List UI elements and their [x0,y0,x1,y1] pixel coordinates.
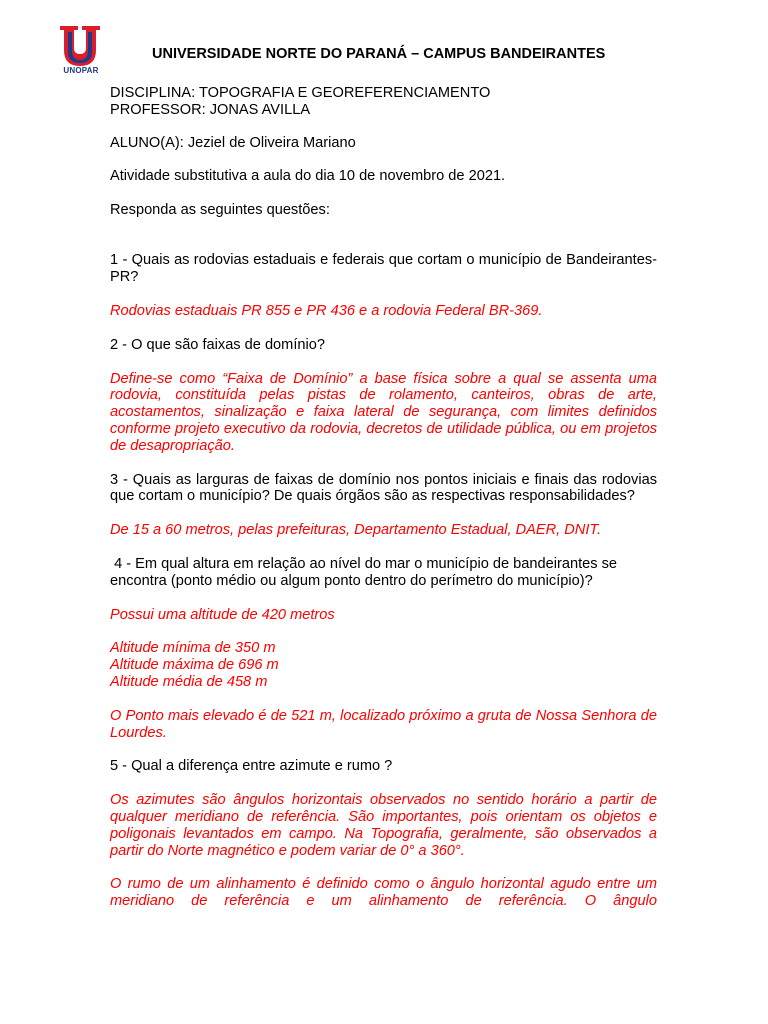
question-3: 3 - Quais as larguras de faixas de domínio nos pontos iniciais e finais das rodovias que cortam o município? De quais órgãos são as respectivas responsabilidades? [110,471,657,505]
answer-4-max: Altitude máxima de 696 m [110,657,279,674]
instruction-line: Responda as seguintes questões: [110,201,330,218]
answer-3: De 15 a 60 metros, pelas prefeituras, Departamento Estadual, DAER, DNIT. [110,522,602,539]
answer-4-altitude: Possui uma altitude de 420 metros [110,606,335,623]
discipline-line: DISCIPLINA: TOPOGRAFIA E GEOREFERENCIAMENTO [110,85,491,101]
answer-1: Rodovias estaduais PR 855 e PR 436 e a rodovia Federal BR-369. [110,303,543,320]
logo-text: UNOPAR [63,66,99,75]
student-line: ALUNO(A): Jeziel de Oliveira Mariano [110,135,356,152]
university-title: UNIVERSIDADE NORTE DO PARANÁ – CAMPUS BANDEIRANTES [152,46,606,62]
question-5: 5 - Qual a diferença entre azimute e rumo ? [110,758,393,775]
answer-2: Define-se como “Faixa de Domínio” a base física sobre a qual se assenta uma rodovia, constituída pelas pistas de rolamento, canteiros, obras de arte, acostamentos, sinalização e faixa lateral de segurança, com limites definidos conforme projeto executivo da rodovia, decretos de utilidade pública, ou em projetos de desapropriação. [110,370,657,454]
answer-5-azimute: Os azimutes são ângulos horizontais observados no sentido horário a partir de qualquer meridiano de referência. São importantes, pois orientam os objetos e poligonais levantados em campo. Na Topografia, geralmente, são observados a partir do Norte magnético e podem variar de 0° a 360°. [110,792,657,859]
professor-line: PROFESSOR: JONAS AVILLA [110,101,311,118]
activity-line: Atividade substitutiva a aula do dia 10 de novembro de 2021. [110,168,506,185]
document-body [110,85,657,910]
answer-4-min: Altitude mínima de 350 m [110,640,276,657]
unopar-logo-mark [56,24,104,68]
answer-4-highest: O Ponto mais elevado é de 521 m, localizado próximo a gruta de Nossa Senhora de Lourdes. [110,707,657,741]
question-1: 1 - Quais as rodovias estaduais e federais que cortam o município de Bandeirantes-PR? [110,252,657,286]
question-2: 2 - O que são faixas de domínio? [110,336,325,353]
question-4: 4 - Em qual altura em relação ao nível do mar o município de bandeirantes se encontra (ponto médio ou algum ponto dentro do perímetro do município)? [110,556,622,589]
answer-4-avg: Altitude média de 458 m [110,674,268,691]
answer-5-rumo: O rumo de um alinhamento é definido como o ângulo horizontal agudo entre um meridiano de referência e um alinhamento de referência. O ângulo [110,876,657,910]
